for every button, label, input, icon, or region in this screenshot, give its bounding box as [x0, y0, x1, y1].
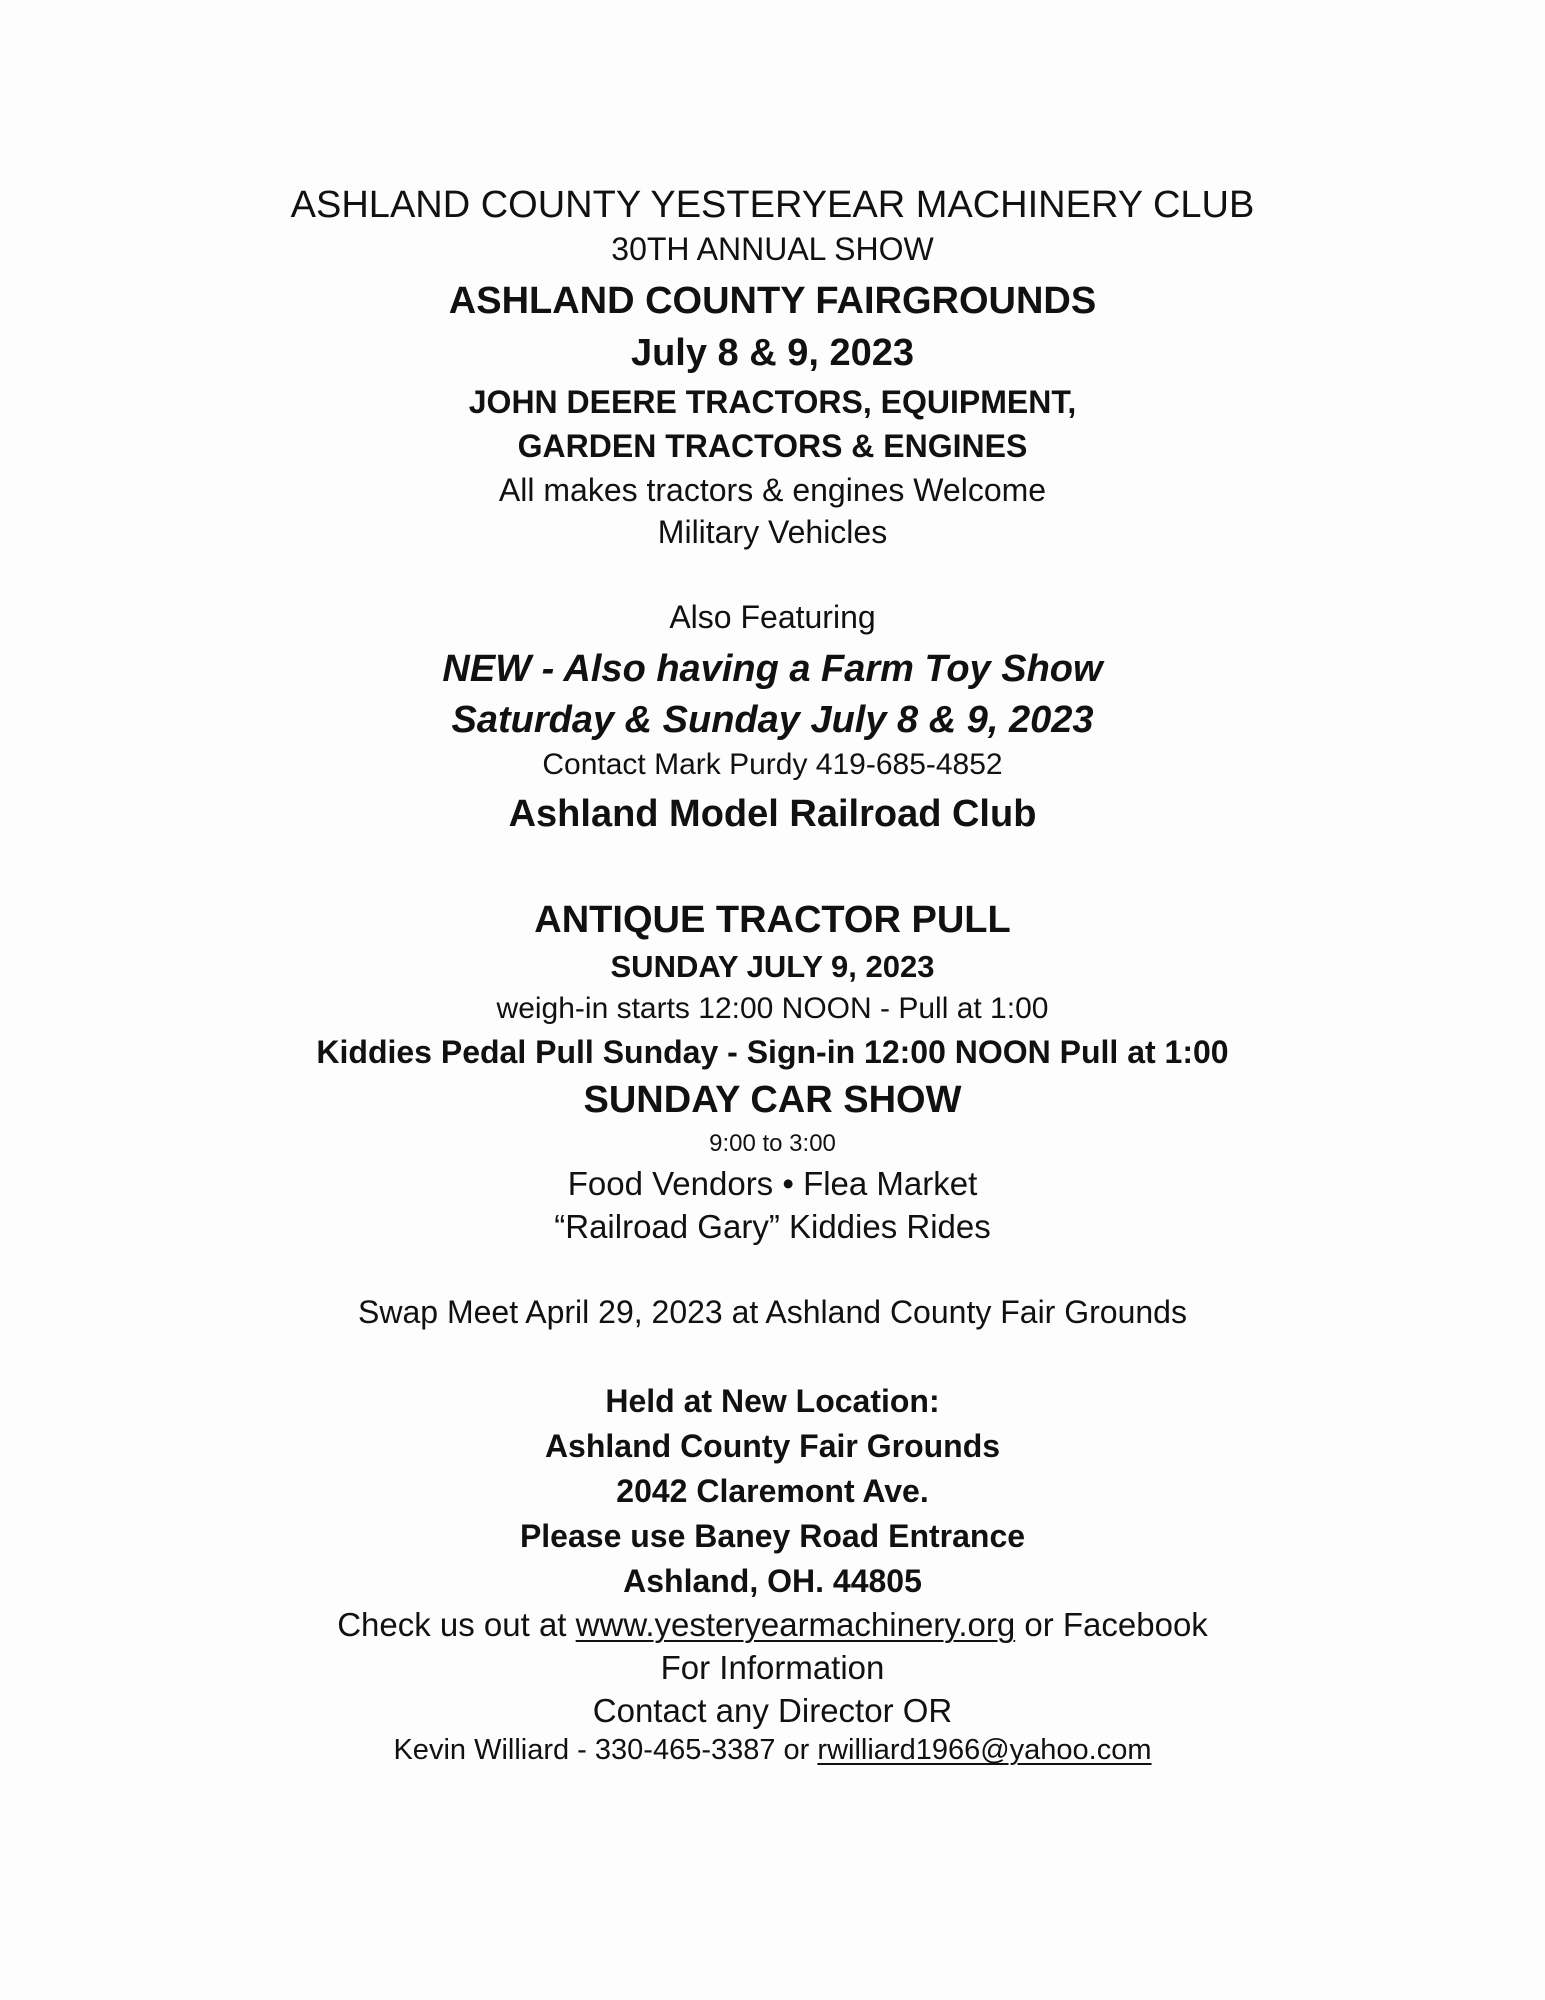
- website-suffix: or Facebook: [1015, 1606, 1208, 1643]
- car-show-title: SUNDAY CAR SHOW: [583, 1079, 962, 1121]
- kiddies-rides-text: “Railroad Gary” Kiddies Rides: [554, 1208, 991, 1245]
- car-show-hours: 9:00 to 3:00: [709, 1130, 836, 1157]
- railroad-club: Ashland Model Railroad Club: [508, 793, 1037, 835]
- kiddies-pedal-pull: Kiddies Pedal Pull Sunday - Sign-in 12:00 NOON Pull at 1:00: [316, 1034, 1229, 1070]
- swap-meet-text: Swap Meet April 29, 2023 at Ashland County Fair Grounds: [358, 1294, 1187, 1330]
- club-name: ASHLAND COUNTY YESTERYEAR MACHINERY CLUB: [290, 184, 1255, 226]
- information-text: For Information: [660, 1649, 885, 1686]
- location-street: 2042 Claremont Ave.: [616, 1473, 929, 1509]
- toy-show-announcement: NEW - Also having a Farm Toy Show: [442, 648, 1103, 690]
- website-line: [0, 1608, 1545, 1641]
- website-link[interactable]: www.yesteryearmachinery.org: [575, 1606, 1016, 1643]
- website-prefix: Check us out at: [337, 1606, 576, 1643]
- location-name: Ashland County Fair Grounds: [544, 1428, 1001, 1464]
- location-entrance: Please use Baney Road Entrance: [519, 1518, 1026, 1554]
- show-title: 30TH ANNUAL SHOW: [611, 231, 934, 267]
- tractor-pull-date: SUNDAY JULY 9, 2023: [610, 949, 935, 984]
- tractor-pull-title: ANTIQUE TRACTOR PULL: [534, 899, 1011, 941]
- kevin-contact-line: [0, 1736, 1545, 1765]
- welcome-text: All makes tractors & engines Welcome: [498, 472, 1047, 508]
- venue-title: ASHLAND COUNTY FAIRGROUNDS: [448, 280, 1097, 322]
- email-link[interactable]: rwilliard1966@yahoo.com: [817, 1734, 1152, 1766]
- contact-director-text: Contact any Director OR: [592, 1692, 953, 1729]
- toy-show-contact: Contact Mark Purdy 419-685-4852: [542, 748, 1003, 781]
- vendors-text: Food Vendors • Flea Market: [567, 1165, 978, 1202]
- toy-show-dates: Saturday & Sunday July 8 & 9, 2023: [451, 699, 1094, 741]
- weigh-in-text: weigh-in starts 12:00 NOON - Pull at 1:00: [496, 992, 1049, 1025]
- kevin-contact-prefix: Kevin Williard - 330-465-3387 or: [393, 1734, 818, 1766]
- military-text: Military Vehicles: [657, 514, 888, 550]
- location-city: Ashland, OH. 44805: [623, 1563, 922, 1599]
- show-dates: July 8 & 9, 2023: [630, 332, 915, 374]
- also-featuring-heading: Also Featuring: [669, 599, 876, 635]
- featured-line-1: JOHN DEERE TRACTORS, EQUIPMENT,: [468, 384, 1077, 420]
- location-heading: Held at New Location:: [605, 1383, 940, 1419]
- featured-line-2: GARDEN TRACTORS & ENGINES: [517, 428, 1028, 464]
